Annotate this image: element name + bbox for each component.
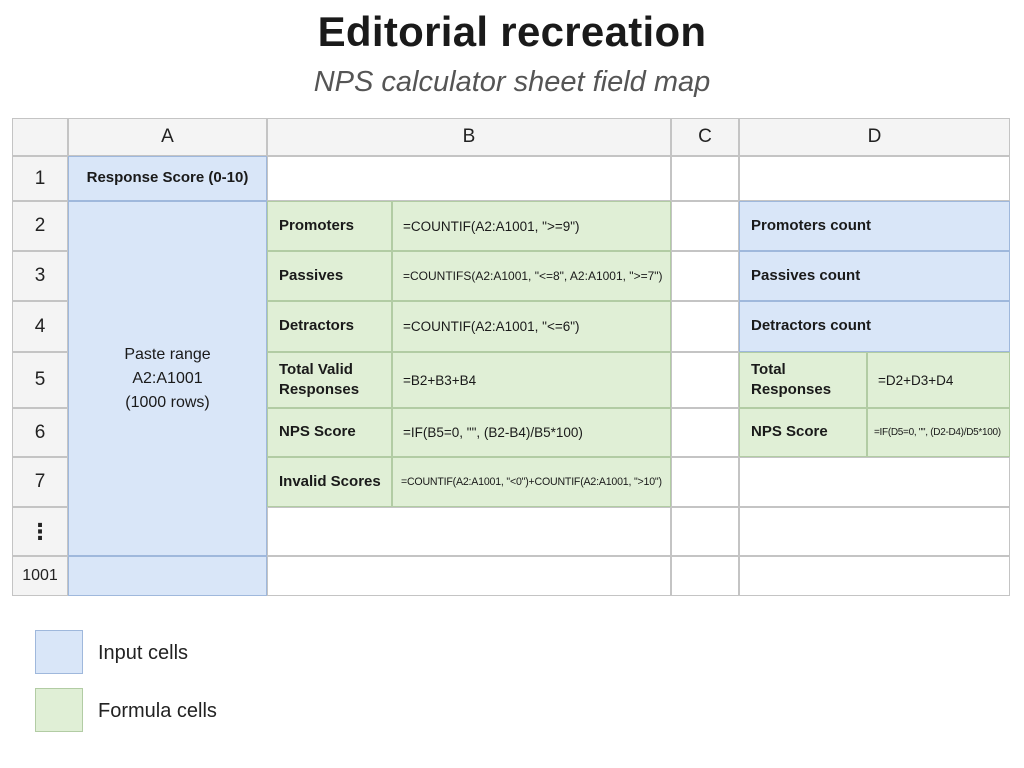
cell-c-ellipsis[interactable] (671, 507, 739, 556)
row-header-2[interactable]: 2 (12, 201, 68, 251)
cell-b4-formula[interactable]: =COUNTIF(A2:A1001, "<=6") (392, 301, 671, 352)
cell-c2[interactable] (671, 201, 739, 251)
row-header-1[interactable]: 1 (12, 156, 68, 201)
cell-b2-formula[interactable]: =COUNTIF(A2:A1001, ">=9") (392, 201, 671, 251)
cell-c4[interactable] (671, 301, 739, 352)
paste-range-line1: Paste range (124, 345, 211, 363)
cell-d3-passives-count[interactable]: Passives count (739, 251, 1010, 301)
spreadsheet-grid (12, 118, 1010, 596)
cell-c6[interactable] (671, 408, 739, 457)
column-header-d[interactable]: D (739, 118, 1010, 156)
cell-b4-label[interactable]: Detractors (267, 301, 392, 352)
corner-cell (12, 118, 68, 156)
cell-b-ellipsis[interactable] (267, 507, 671, 556)
cell-d5-label[interactable]: Total Responses (739, 352, 867, 408)
column-header-a[interactable]: A (68, 118, 267, 156)
row-header-7[interactable]: 7 (12, 457, 68, 507)
cell-c3[interactable] (671, 251, 739, 301)
cell-d6-label[interactable]: NPS Score (739, 408, 867, 457)
cell-a2-paste-range[interactable] (68, 201, 267, 556)
cell-d-ellipsis[interactable] (739, 507, 1010, 556)
cell-c1001[interactable] (671, 556, 739, 596)
cell-b6-formula[interactable]: =IF(B5=0, "", (B2-B4)/B5*100) (392, 408, 671, 457)
row-header-1001[interactable]: 1001 (12, 556, 68, 596)
cell-b1001[interactable] (267, 556, 671, 596)
cell-a1-response-score[interactable]: Response Score (0-10) (68, 156, 267, 201)
row-header-3[interactable]: 3 (12, 251, 68, 301)
cell-b5-formula[interactable]: =B2+B3+B4 (392, 352, 671, 408)
legend-label-input: Input cells (98, 642, 189, 664)
cell-a1001[interactable] (68, 556, 267, 596)
cell-b7-formula[interactable]: =COUNTIF(A2:A1001, "<0")+COUNTIF(A2:A1001, ">10") (392, 457, 671, 507)
row-header-6[interactable]: 6 (12, 408, 68, 457)
page-title: Editorial recreation (317, 8, 707, 55)
row-header-4[interactable]: 4 (12, 301, 68, 352)
cell-b5-label[interactable]: Total Valid Responses (267, 352, 392, 408)
legend-swatch-input (35, 630, 83, 674)
cell-b3-formula[interactable]: =COUNTIFS(A2:A1001, "<=8", A2:A1001, ">=7") (392, 251, 671, 301)
cell-b2-label[interactable]: Promoters (267, 201, 392, 251)
cell-c1[interactable] (671, 156, 739, 201)
cell-d1001[interactable] (739, 556, 1010, 596)
cell-c5[interactable] (671, 352, 739, 408)
cell-b3-label[interactable]: Passives (267, 251, 392, 301)
row-header-ellipsis: ⋮ (12, 507, 68, 556)
cell-b6-label[interactable]: NPS Score (267, 408, 392, 457)
cell-d6-formula[interactable]: =IF(D5=0, "", (D2-D4)/D5*100) (867, 408, 1010, 457)
column-header-c[interactable]: C (671, 118, 739, 156)
cell-d4-detractors-count[interactable]: Detractors count (739, 301, 1010, 352)
cell-b7-label[interactable]: Invalid Scores (267, 457, 392, 507)
paste-range-line2: A2:A1001 (132, 369, 203, 387)
cell-b1[interactable] (267, 156, 671, 201)
legend-swatch-formula (35, 688, 83, 732)
paste-range-line3: (1000 rows) (125, 393, 210, 411)
cell-d1[interactable] (739, 156, 1010, 201)
cell-c7[interactable] (671, 457, 739, 507)
column-header-b[interactable]: B (267, 118, 671, 156)
row-header-5[interactable]: 5 (12, 352, 68, 408)
cell-d2-promoters-count[interactable]: Promoters count (739, 201, 1010, 251)
cell-d5-formula[interactable]: =D2+D3+D4 (867, 352, 1010, 408)
legend-label-formula: Formula cells (98, 700, 217, 722)
page-subtitle: NPS calculator sheet field map (313, 66, 711, 98)
cell-d7[interactable] (739, 457, 1010, 507)
